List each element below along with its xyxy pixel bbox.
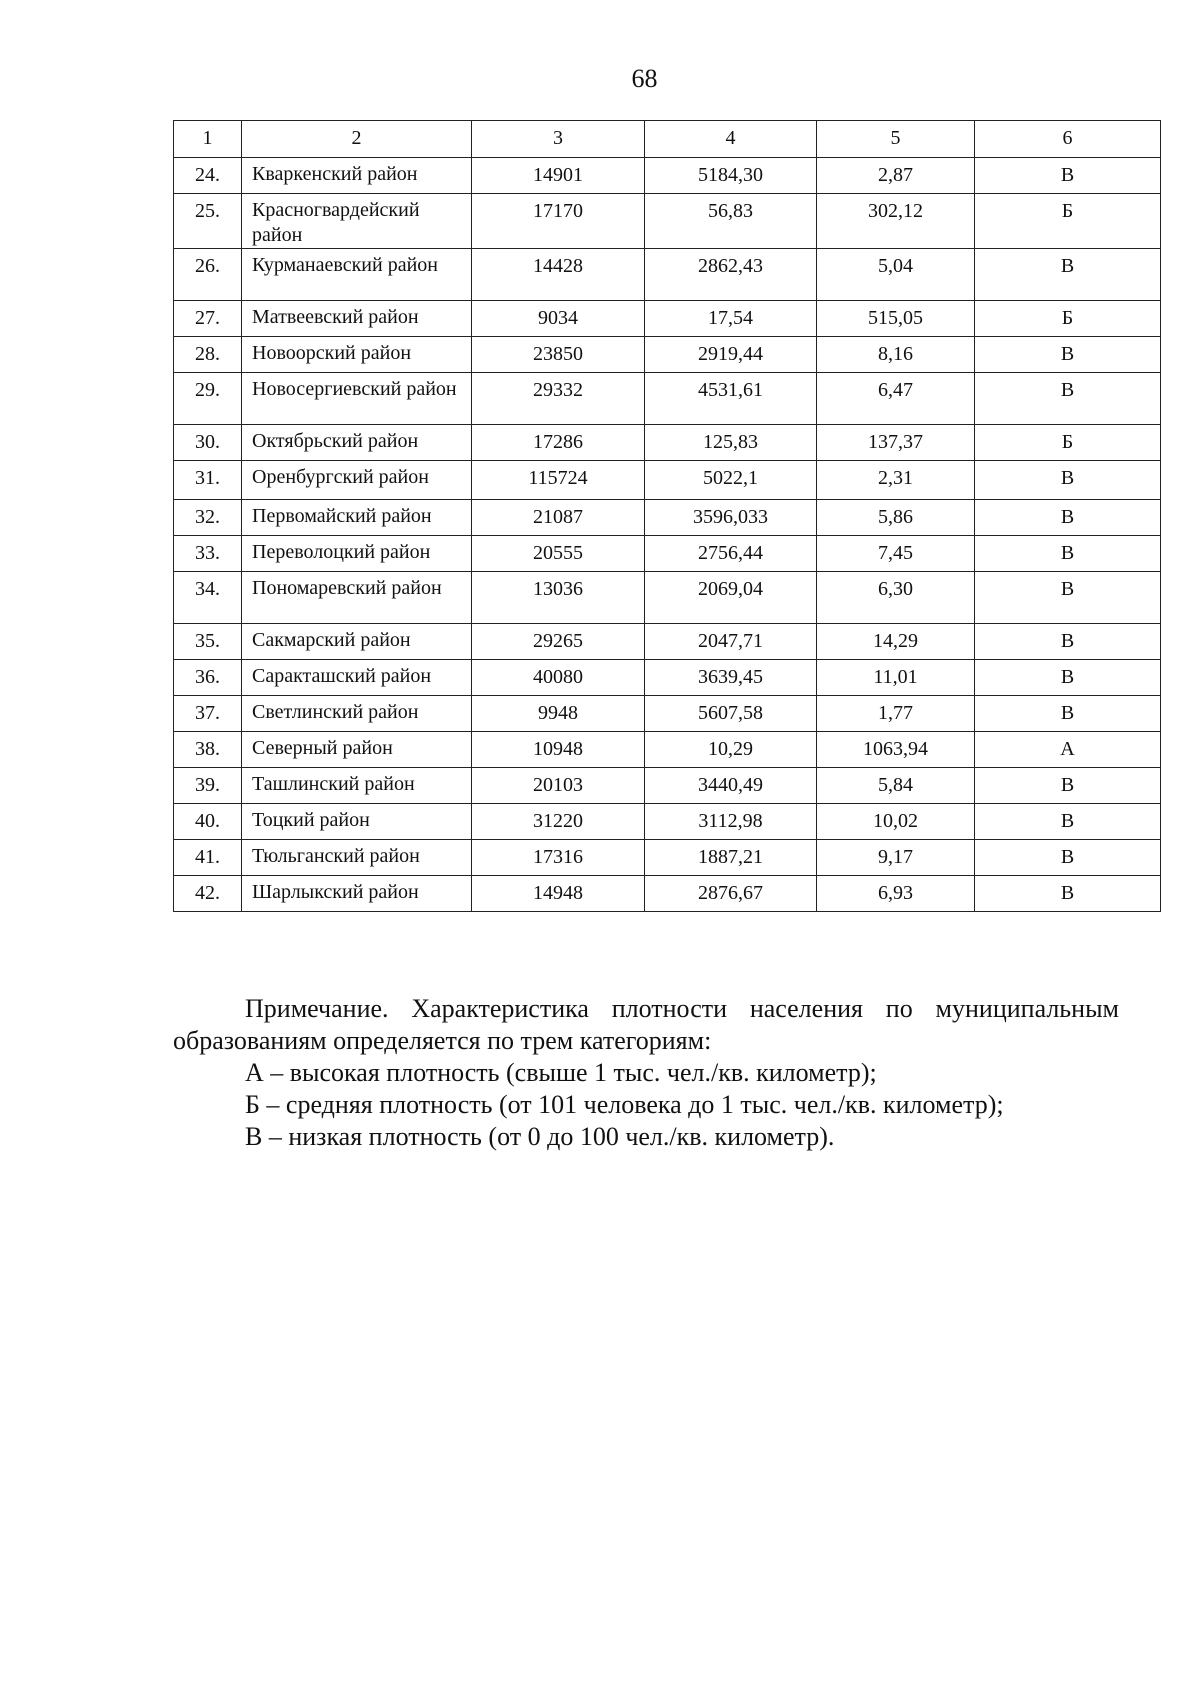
area-cell: 56,83 [645, 194, 817, 249]
row-number-cell: 41. [174, 840, 242, 876]
district-name-cell: Красногвардейский район [242, 194, 472, 249]
density-cell: 9,17 [817, 840, 975, 876]
area-cell: 2876,67 [645, 876, 817, 912]
area-cell: 3112,98 [645, 804, 817, 840]
row-number-cell: 36. [174, 660, 242, 696]
row-number-cell: 31. [174, 461, 242, 500]
density-cell: 2,87 [817, 158, 975, 194]
density-cell: 137,37 [817, 425, 975, 461]
density-category-cell: В [975, 337, 1161, 373]
table-row [174, 301, 1161, 337]
population-cell: 14428 [472, 249, 645, 301]
district-name-cell: Ташлинский район [242, 768, 472, 804]
density-category-cell: В [975, 500, 1161, 536]
population-cell: 17316 [472, 840, 645, 876]
table-row [174, 696, 1161, 732]
density-category-cell: Б [975, 425, 1161, 461]
population-cell: 29265 [472, 624, 645, 660]
density-category-cell: В [975, 461, 1161, 500]
density-cell: 302,12 [817, 194, 975, 249]
density-cell: 2,31 [817, 461, 975, 500]
density-category-cell: В [975, 660, 1161, 696]
density-cell: 6,93 [817, 876, 975, 912]
column-header: 4 [645, 121, 817, 158]
density-category-cell: Б [975, 194, 1161, 249]
row-number-cell: 30. [174, 425, 242, 461]
row-number-cell: 42. [174, 876, 242, 912]
density-cell: 1063,94 [817, 732, 975, 768]
population-cell: 9948 [472, 696, 645, 732]
density-cell: 5,86 [817, 500, 975, 536]
district-name-cell: Оренбургский район [242, 461, 472, 500]
density-cell: 6,47 [817, 373, 975, 425]
column-header: 6 [975, 121, 1161, 158]
density-cell: 11,01 [817, 660, 975, 696]
density-category-cell: В [975, 804, 1161, 840]
district-name-cell: Новосергиевский район [242, 373, 472, 425]
row-number-cell: 39. [174, 768, 242, 804]
table-row [174, 337, 1161, 373]
row-number-cell: 24. [174, 158, 242, 194]
row-number-cell: 33. [174, 536, 242, 572]
note [173, 993, 1119, 1153]
table-row [174, 660, 1161, 696]
population-cell: 115724 [472, 461, 645, 500]
area-cell: 1887,21 [645, 840, 817, 876]
density-category-cell: В [975, 840, 1161, 876]
density-category-cell: А [975, 732, 1161, 768]
population-cell: 17170 [472, 194, 645, 249]
area-cell: 10,29 [645, 732, 817, 768]
area-cell: 2756,44 [645, 536, 817, 572]
row-number-cell: 34. [174, 572, 242, 624]
table-row [174, 249, 1161, 301]
district-name-cell: Шарлыкский район [242, 876, 472, 912]
density-category-cell: В [975, 876, 1161, 912]
table-row [174, 425, 1161, 461]
density-category-cell: В [975, 696, 1161, 732]
area-cell: 2047,71 [645, 624, 817, 660]
table-row [174, 461, 1161, 500]
density-cell: 8,16 [817, 337, 975, 373]
population-cell: 29332 [472, 373, 645, 425]
table-row [174, 804, 1161, 840]
area-cell: 3440,49 [645, 768, 817, 804]
density-cell: 1,77 [817, 696, 975, 732]
row-number-cell: 26. [174, 249, 242, 301]
table-row [174, 624, 1161, 660]
district-name-cell: Матвеевский район [242, 301, 472, 337]
population-cell: 40080 [472, 660, 645, 696]
table-row [174, 572, 1161, 624]
table-row [174, 768, 1161, 804]
page-number: 68 [631, 64, 658, 93]
district-name-cell: Сакмарский район [242, 624, 472, 660]
row-number-cell: 28. [174, 337, 242, 373]
district-name-cell: Новоорский район [242, 337, 472, 373]
area-cell: 17,54 [645, 301, 817, 337]
table-row [174, 840, 1161, 876]
row-number-cell: 25. [174, 194, 242, 249]
note-category-c: В – низкая плотность (от 0 до 100 чел./кв. километр). [245, 1122, 835, 1151]
population-cell: 21087 [472, 500, 645, 536]
area-cell: 2862,43 [645, 249, 817, 301]
density-category-cell: В [975, 158, 1161, 194]
district-name-cell: Светлинский район [242, 696, 472, 732]
density-cell: 5,04 [817, 249, 975, 301]
table-row [174, 732, 1161, 768]
district-name-cell: Саракташский район [242, 660, 472, 696]
area-cell: 125,83 [645, 425, 817, 461]
density-cell: 7,45 [817, 536, 975, 572]
table-row [174, 373, 1161, 425]
population-cell: 14901 [472, 158, 645, 194]
population-cell: 17286 [472, 425, 645, 461]
district-name-cell: Первомайский район [242, 500, 472, 536]
row-number-cell: 37. [174, 696, 242, 732]
column-header: 2 [242, 121, 472, 158]
population-cell: 9034 [472, 301, 645, 337]
density-cell: 5,84 [817, 768, 975, 804]
population-cell: 14948 [472, 876, 645, 912]
table-row [174, 536, 1161, 572]
district-name-cell: Тюльганский район [242, 840, 472, 876]
population-cell: 31220 [472, 804, 645, 840]
density-cell: 10,02 [817, 804, 975, 840]
table-row [174, 158, 1161, 194]
density-category-cell: В [975, 536, 1161, 572]
district-name-cell: Переволоцкий район [242, 536, 472, 572]
area-cell: 4531,61 [645, 373, 817, 425]
district-name-cell: Пономаревский район [242, 572, 472, 624]
density-cell: 6,30 [817, 572, 975, 624]
note-intro: Примечание. Характеристика плотности населения по муниципальным образованиям определяется по трем категориям: [173, 994, 1119, 1055]
table-row [174, 876, 1161, 912]
column-header: 3 [472, 121, 645, 158]
row-number-cell: 40. [174, 804, 242, 840]
density-cell: 515,05 [817, 301, 975, 337]
density-cell: 14,29 [817, 624, 975, 660]
density-category-cell: В [975, 624, 1161, 660]
table-header-row [174, 121, 1161, 158]
column-header: 5 [817, 121, 975, 158]
district-table [173, 120, 1161, 912]
area-cell: 2069,04 [645, 572, 817, 624]
table-row [174, 500, 1161, 536]
row-number-cell: 29. [174, 373, 242, 425]
column-header: 1 [174, 121, 242, 158]
population-cell: 23850 [472, 337, 645, 373]
district-name-cell: Тоцкий район [242, 804, 472, 840]
density-category-cell: В [975, 572, 1161, 624]
population-cell: 20103 [472, 768, 645, 804]
area-cell: 2919,44 [645, 337, 817, 373]
note-category-a: А – высокая плотность (свыше 1 тыс. чел./кв. километр); [245, 1058, 877, 1087]
district-name-cell: Курманаевский район [242, 249, 472, 301]
district-name-cell: Кваркенский район [242, 158, 472, 194]
population-cell: 10948 [472, 732, 645, 768]
table-row [174, 194, 1161, 249]
district-name-cell: Северный район [242, 732, 472, 768]
area-cell: 3639,45 [645, 660, 817, 696]
district-name-cell: Октябрьский район [242, 425, 472, 461]
population-cell: 20555 [472, 536, 645, 572]
area-cell: 5022,1 [645, 461, 817, 500]
row-number-cell: 27. [174, 301, 242, 337]
density-category-cell: В [975, 768, 1161, 804]
area-cell: 5184,30 [645, 158, 817, 194]
row-number-cell: 32. [174, 500, 242, 536]
row-number-cell: 38. [174, 732, 242, 768]
area-cell: 3596,033 [645, 500, 817, 536]
row-number-cell: 35. [174, 624, 242, 660]
density-category-cell: В [975, 373, 1161, 425]
area-cell: 5607,58 [645, 696, 817, 732]
density-category-cell: Б [975, 301, 1161, 337]
population-cell: 13036 [472, 572, 645, 624]
note-category-b: Б – средняя плотность (от 101 человека до 1 тыс. чел./кв. километр); [245, 1090, 1004, 1119]
density-category-cell: В [975, 249, 1161, 301]
